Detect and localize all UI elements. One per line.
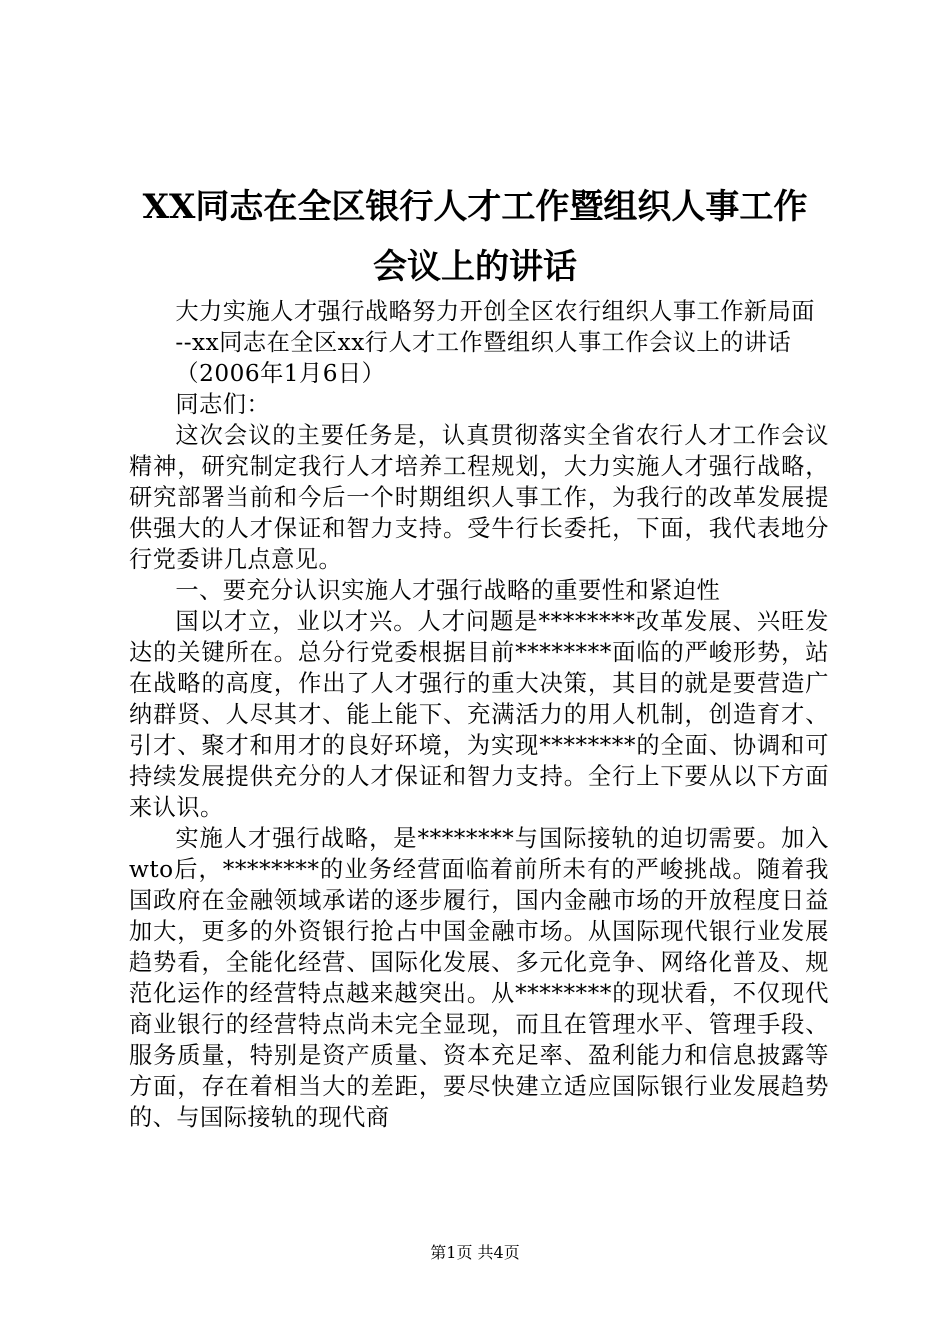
date-paragraph: （2006年1月6日） xyxy=(175,360,386,387)
speaker-paragraph: --xx同志在全区xx行人才工作暨组织人事工作会议上的讲话 xyxy=(175,329,792,356)
section-heading: 一、要充分认识实施人才强行战略的重要性和紧迫性 xyxy=(175,577,721,604)
document-title-line-1: XX同志在全区银行人才工作暨组织人事工作 xyxy=(142,187,808,227)
document-title-line-2: 会议上的讲话 xyxy=(373,247,577,287)
salutation-paragraph: 同志们： xyxy=(175,391,271,418)
document-body xyxy=(129,296,829,1133)
body-paragraph: 国以才立，业以才兴。人才问题是********改革发展、兴旺发达的关键所在。总分行党委根据目前********面临的严峻形势，站在战略的高度，作出了人才强行的重大决策，其目的就是要营造广纳群贤、人尽其才、能上能下、充满活力的用人机制，创造育才、引才、聚才和用才的良好环境，为实现********的全面、协调和可持续发展提供充分的人才保证和智力支持。全行上下要从以下方面来认识。 xyxy=(129,608,829,821)
subtitle-paragraph: 大力实施人才强行战略努力开创全区农行组织人事工作新局面 xyxy=(175,298,815,325)
body-paragraph: 实施人才强行战略，是********与国际接轨的迫切需要。加入wto后，********的业务经营面临着前所未有的严峻挑战。随着我国政府在金融领域承诺的逐步履行，国内金融市场的开放程度日益加大，更多的外资银行抢占中国金融市场。从国际现代银行业发展趋势看，全能化经营、国际化发展、多元化竞争、网络化普及、规范化运作的经营特点越来越突出。从********的现状看，不仅现代商业银行的经营特点尚未完全显现，而且在管理水平、管理手段、服务质量，特别是资产质量、资本充足率、盈利能力和信息披露等方面，存在着相当大的差距，要尽快建立适应国际银行业发展趋势的、与国际接轨的现代商 xyxy=(129,825,829,1131)
page-number-footer: 第1页 共4页 xyxy=(430,1243,520,1262)
body-paragraph: 这次会议的主要任务是，认真贯彻落实全省农行人才工作会议精神，研究制定我行人才培养工程规划，大力实施人才强行战略，研究部署当前和今后一个时期组织人事工作，为我行的改革发展提供强大的人才保证和智力支持。受牛行长委托，下面，我代表地分行党委讲几点意见。 xyxy=(129,422,829,573)
